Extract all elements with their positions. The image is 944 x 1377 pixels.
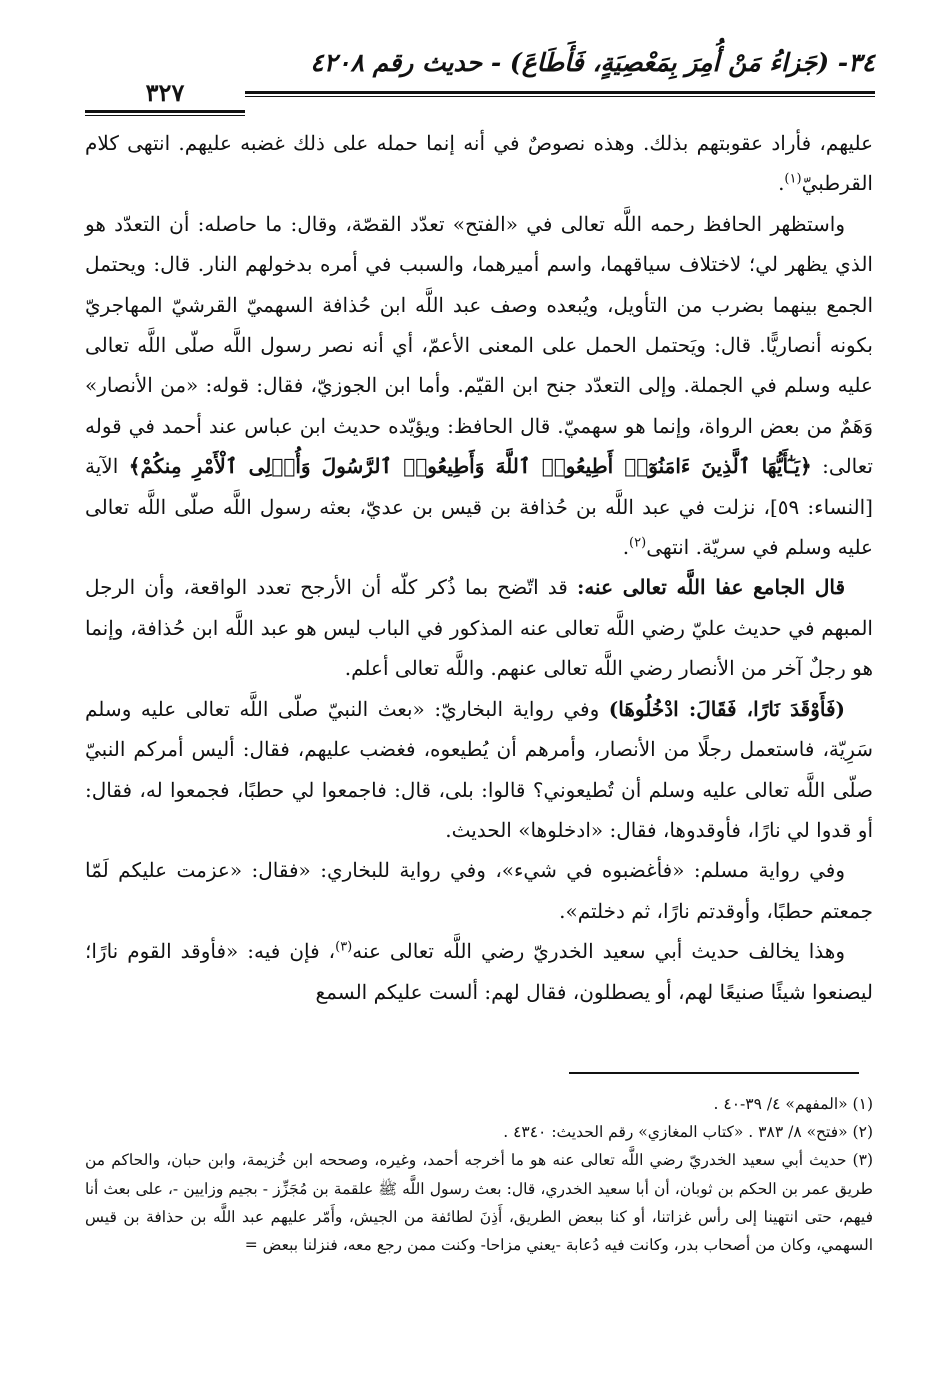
paragraph-5-text: وفي رواية مسلم: «فأغضبوه في شيء»، وفي رواية للبخاري: «فقال: «عزمت عليكم لَمّا جمعتم حطبًا، وأوقدتم نارًا، ثم دخلتم».: [85, 858, 873, 923]
footnotes: [85, 1090, 873, 1259]
paragraph-4: [85, 689, 873, 851]
quran-verse: ﴿يَـٰٓأَيُّهَا ٱلَّذِينَ ءَامَنُوٓا۟ أَطِيعُوا۟ ٱللَّهَ وَأَطِيعُوا۟ ٱلرَّسُولَ وَأُو۟لِى ٱلْأَمْرِ مِنكُمْ﴾: [128, 454, 812, 479]
footnote-ref-1: (١): [784, 171, 802, 187]
paragraph-2: [85, 204, 873, 568]
paragraph-4-text: وفي رواية البخاريّ: «بعث النبيّ صلّى اللَّه تعالى عليه وسلم سَرِيّة، فاستعمل رجلًا من الأنصار، وأمرهم أن يُطيعوه، فغضب عليهم، فقال: أليس أمركم النبيّ صلّى اللَّه تعالى عليه وسلم أن تُطيعوني؟ قالوا: بلى، قال: فاجمعوا لي حطبًا، فجمعوا له، فقال: أو قدوا لي نارًا، فأوقدوها، فقال: «ادخلوها» الحديث.: [85, 696, 873, 842]
footnote-2: (٢) «فتح» ٨/ ٣٨٣ . «كتاب المغازي» رقم الحديث: ٤٣٤٠ .: [503, 1123, 873, 1142]
page-number-rule-thin: [85, 115, 245, 116]
paragraph-2-text: واستظهر الحافظ رحمه اللَّه تعالى في «الفتح» تعدّد القصّة، وقال: ما حاصله: أن التعدّد هو الذي يظهر لي؛ لاختلاف سياقهما، واسم أميرهما، والسبب في أمره بدخولهم النار. قال: ويحتمل الجمع بينهما بضرب من التأويل، ويُبعده وصف عبد اللَّه ابن حُذافة السهميّ القرشيّ المهاجريّ بكونه أنصاريًّا. قال: ويَحتمل الحمل على المعنى الأعمّ، أي أنه نصر رسول اللَّه صلّى اللَّه تعالى عليه وسلم في الجملة. وإلى التعدّد جنح ابن القيّم. وأما ابن الجوزيّ، فقال: قوله: «من الأنصار» وَهَمٌ من بعض الرواة، وإنما هو سهميّ. قال الحافظ: ويؤيّده حديث ابن عباس عند أحمد في قوله تعالى:: [85, 211, 873, 479]
paragraph-3: [85, 567, 873, 688]
footnote-separator: [569, 1072, 859, 1074]
paragraph-2-text-cont: الآية [النساء: ٥٩]، نزلت في عبد اللَّه بن حُذافة بن قيس بن عديّ، بعثه رسول اللَّه صلّى اللَّه تعالى عليه وسلم في سريّة. انتهى: [85, 454, 873, 560]
paragraph-6-text-cont: ، فإن فيه: «فأوقد القوم نارًا؛ ليصنعوا شيئًا صنيعًا لهم، أو يصطلون، فقال لهم: ألست عليكم السمع: [85, 939, 873, 1004]
footnote-3: (٣) حديث أبي سعيد الخدريّ رضي اللَّه تعالى عنه هو ما أخرجه أحمد، وغيره، وصححه ابن خُزيمة، وابن حبان، والحاكم من طريق عمر بن الحكم بن ثوبان، أن أبا سعيد الخدري، قال: بعث رسول اللَّه ﷺ علقمة بن مُجَزِّز - بجيم وزايين -، على بعث أنا فيهم، حتى انتهينا إلى رأس غزاتنا، أو كنا ببعض الطريق، أَذِنَ لطائفة من الجيش، وأَمّر عليهم عبد اللَّه بن حذافة بن قيس السهمي، وكان من أصحاب بدر، وكانت فيه دُعابة -يعني مزاحا- وكنت ممن رجع معه، فنزلنا ببعض =: [85, 1151, 873, 1255]
main-text: [85, 123, 873, 1012]
header-rule-thin: [245, 96, 875, 97]
paragraph-6-text: وهذا يخالف حديث أبي سعيد الخدريّ رضي اللَّه تعالى عنه: [352, 939, 845, 964]
page-number-rule: [85, 110, 245, 113]
hadith-phrase: (فَأَوْقَدَ نَارًا، فَقَالَ: ادْخُلُوهَا): [608, 696, 845, 721]
paragraph-1: [85, 123, 873, 204]
paragraph-5: [85, 850, 873, 931]
running-title: ٣٤- (جَزاءُ مَنْ أُمِرَ بِمَعْصِيَةٍ، فَأَطَاعَ) - حديث رقم ٤٢٠٨: [310, 48, 875, 77]
paragraph-1-text: عليهم، فأراد عقوبتهم بذلك. وهذه نصوصٌ في أنه إنما حمله على ذلك غضبه عليهم. انتهى كلام القرطبيّ: [85, 131, 873, 196]
page-number: ٣٢٧: [145, 78, 185, 107]
header-rule: [245, 91, 875, 94]
paragraph-1-end: .: [778, 171, 785, 196]
footnote-1: (١) «المفهم» ٤/ ٣٩-٤٠ .: [713, 1095, 873, 1113]
paragraph-6: [85, 931, 873, 1012]
footnote-ref-3: (٣): [335, 939, 353, 955]
page-header: [85, 48, 875, 110]
paragraph-2-end: .: [622, 535, 630, 560]
compiler-note-heading: قال الجامع عفا اللَّه تعالى عنه:: [576, 575, 845, 600]
footnote-ref-2: (٢): [629, 535, 647, 551]
paragraph-3-text: قد اتّضح بما ذُكر كلّه أن الأرجح تعدد الواقعة، وأن الرجل المبهم في حديث عليّ رضي اللَّه تعالى عنه المذكور في الباب ليس هو عبد اللَّه ابن حُذافة، وإنما هو رجلٌ آخر من الأنصار رضي اللَّه تعالى عنهم. واللَّه تعالى أعلم.: [85, 575, 873, 681]
